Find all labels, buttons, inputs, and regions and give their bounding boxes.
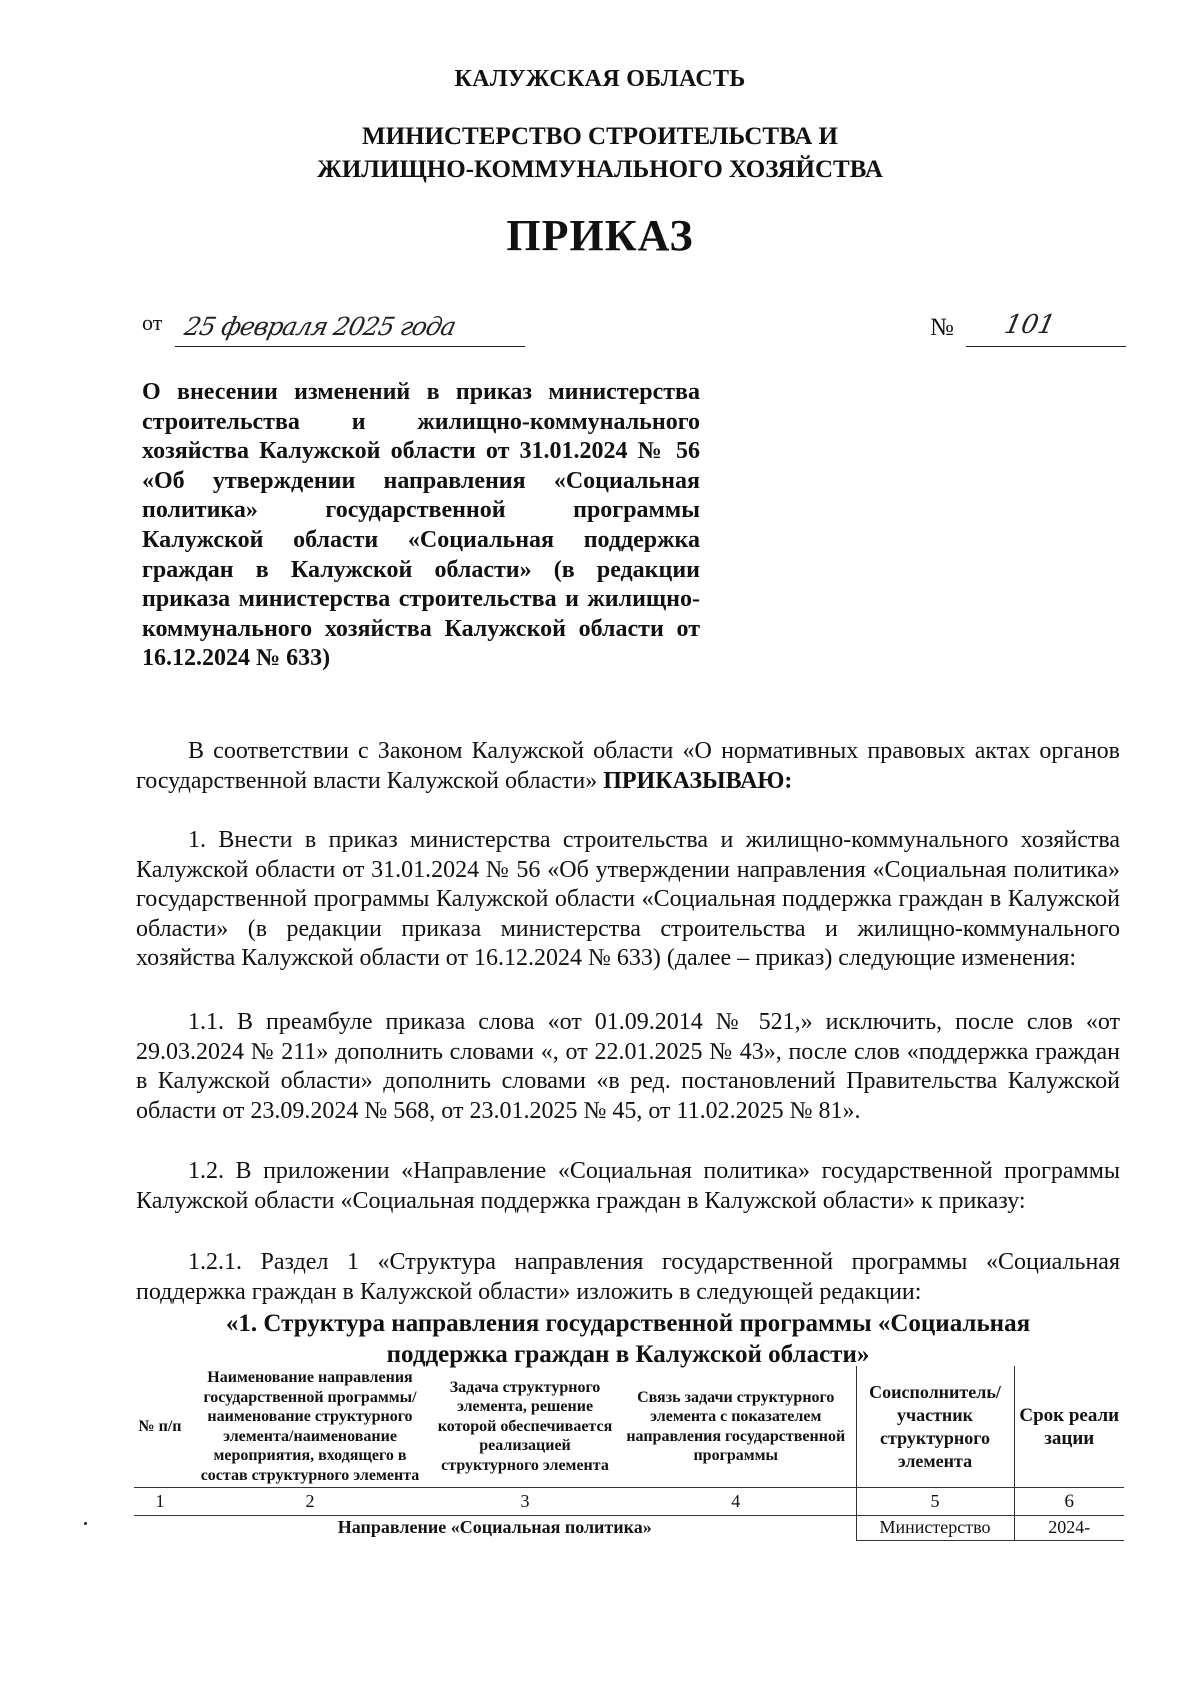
order-keyword: ПРИКАЗЫВАЮ:: [603, 767, 793, 794]
column-number: 3: [434, 1488, 616, 1516]
table-header: Задача структурного элемента, решение которой обеспечивается реализацией структурного элемента: [437, 1378, 613, 1474]
table-header: Срок реали зации: [1014, 1366, 1124, 1488]
order-subject: О внесении изменений в приказ министерства строительства и жилищно-коммунального хозяйства Калужской области от 31.01.2024 № 56 «Об утверждении направления «Социальная политика» государственной программы Калужской области «Социальная поддержка граждан в Калужской области» (в редакции приказа министерства строительства и жилищно-коммунального хозяйства Калужской области от 16.12.2024 № 633): [142, 379, 700, 672]
section-heading-line-2: поддержка граждан в Калужской области»: [386, 1341, 870, 1368]
direction-period: 2024-: [1014, 1516, 1124, 1541]
column-number: 6: [1014, 1488, 1124, 1516]
table-header: № п/п: [138, 1417, 182, 1435]
handwritten-number: 101: [1001, 310, 1058, 340]
handwritten-date: 25 февраля 2025 года: [181, 312, 459, 341]
direction-executor: Министерство: [856, 1516, 1014, 1541]
preamble-text: В соответствии с Законом Калужской области «О нормативных правовых актах органов государственной власти Калужской области»: [136, 738, 1120, 794]
table-header-row: [134, 1366, 1124, 1488]
paragraph-1-2: 1.2. В приложении «Направление «Социальная политика» государственной программы Калужской области «Социальная поддержка граждан в Калужской области» к приказу:: [136, 1158, 1120, 1214]
table-row: [134, 1516, 1124, 1541]
ministry-line-1: МИНИСТЕРСТВО СТРОИТЕЛЬСТВА И: [362, 123, 838, 150]
table-header: Соисполнитель/ участник структурного элемента: [856, 1366, 1014, 1488]
region-name: КАЛУЖСКАЯ ОБЛАСТЬ: [454, 66, 746, 92]
direction-label: Направление «Социальная политика»: [337, 1517, 652, 1538]
date-prefix: от: [142, 310, 163, 335]
number-prefix: №: [930, 314, 954, 341]
column-number: 5: [856, 1488, 1014, 1516]
paragraph-1-2-1: 1.2.1. Раздел 1 «Структура направления государственной программы «Социальная поддержка граждан в Калужской области» изложить в следующей редакции:: [136, 1249, 1120, 1305]
number-underline: [966, 346, 1126, 347]
date-underline: [175, 346, 525, 347]
document-type: ПРИКАЗ: [506, 211, 694, 260]
scan-speck: [84, 1522, 87, 1525]
column-number: 2: [186, 1488, 434, 1516]
column-number: 1: [134, 1488, 186, 1516]
paragraph-1: 1. Внести в приказ министерства строительства и жилищно-коммунального хозяйства Калужской области от 31.01.2024 № 56 «Об утверждении направления «Социальная политика» государственной программы Калужской области «Социальная поддержка граждан в Калужской области» (в редакции приказа министерства строительства и жилищно-коммунального хозяйства Калужской области от 16.12.2024 № 633) (далее – приказ) следующие изменения:: [136, 827, 1120, 971]
column-number: 4: [616, 1488, 856, 1516]
section-heading-line-1: «1. Структура направления государственной программы «Социальная: [225, 1310, 1031, 1337]
section-heading: [136, 1308, 1120, 1370]
table-header: Наименование направления государственной программы/наименование структурного элемента/наименование мероприятия, входящего в состав структурного элемента: [200, 1369, 420, 1484]
paragraph-1-1: 1.1. В преамбуле приказа слова «от 01.09.2014 № 521,» исключить, после слов «от 29.03.2024 № 211» дополнить словами «, от 22.01.2025 № 43», после слов «поддержка граждан в Калужской области» дополнить словами «в ред. постановлений Правительства Калужской области от 23.09.2024 № 568, от 23.01.2025 № 45, от 11.02.2025 № 81».: [136, 1009, 1120, 1124]
ministry-line-2: ЖИЛИЩНО-КОММУНАЛЬНОГО ХОЗЯЙСТВА: [317, 156, 883, 183]
preamble-paragraph: [136, 737, 1120, 796]
structure-table: [134, 1366, 1124, 1541]
ministry-name: [0, 120, 1200, 186]
table-header: Связь задачи структурного элемента с показателем направления государственной программы: [626, 1388, 846, 1464]
table-row: [134, 1488, 1124, 1516]
